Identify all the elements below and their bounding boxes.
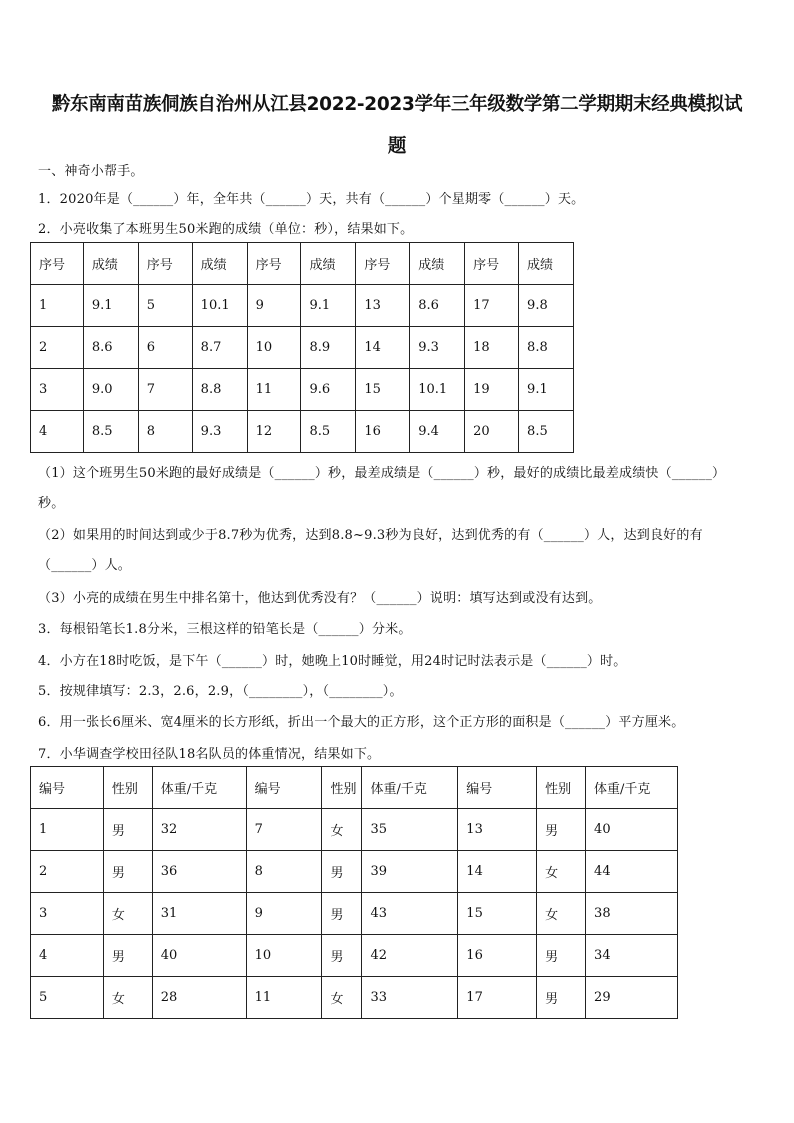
table-cell: 14 <box>356 327 410 369</box>
table-cell: 9.1 <box>301 285 356 327</box>
table-cell: 10.1 <box>410 369 465 411</box>
header-cell: 性别 <box>322 767 362 809</box>
table-cell: 男 <box>322 851 362 893</box>
table-cell: 9 <box>247 285 301 327</box>
header-cell: 性别 <box>103 767 152 809</box>
table-cell: 11 <box>246 977 322 1019</box>
question-2-part-1: （1）这个班男生50米跑的最好成绩是（______）秒，最差成绩是（______）秒，最好的成绩比最差成绩快（______） <box>38 466 726 481</box>
weight-row <box>31 893 678 935</box>
table-cell: 10 <box>246 935 322 977</box>
question-3: 3．每根铅笔长1.8分米，三根这样的铅笔长是（______）分米。 <box>38 622 412 637</box>
header-cell: 序号 <box>356 243 410 285</box>
table-cell: 8.8 <box>192 369 247 411</box>
table-cell: 34 <box>586 935 678 977</box>
table-cell: 8.6 <box>83 327 138 369</box>
table-cell: 女 <box>322 977 362 1019</box>
header-cell: 序号 <box>247 243 301 285</box>
header-cell: 序号 <box>31 243 84 285</box>
table-cell: 40 <box>586 809 678 851</box>
table-cell: 14 <box>458 851 537 893</box>
table-cell: 35 <box>362 809 458 851</box>
table-cell: 32 <box>152 809 246 851</box>
table-cell: 29 <box>586 977 678 1019</box>
table-cell: 1 <box>31 809 104 851</box>
table-cell: 男 <box>103 851 152 893</box>
table-cell: 女 <box>103 977 152 1019</box>
question-2-part-2: （2）如果用的时间达到或少于8.7秒为优秀，达到8.8~9.3秒为良好，达到优秀的有（______）人，达到良好的有 <box>38 528 703 543</box>
table-cell: 8.7 <box>192 327 247 369</box>
section-heading: 一、神奇小帮手。 <box>38 164 144 179</box>
table-cell: 8.6 <box>410 285 465 327</box>
weight-header-row <box>31 767 678 809</box>
header-cell: 体重/千克 <box>362 767 458 809</box>
table-cell: 8 <box>138 411 192 453</box>
table-cell: 15 <box>356 369 410 411</box>
table-cell: 28 <box>152 977 246 1019</box>
table-cell: 17 <box>465 285 519 327</box>
header-cell: 成绩 <box>192 243 247 285</box>
scores-row <box>31 369 574 411</box>
question-2-part-3: （3）小亮的成绩在男生中排名第十，他达到优秀没有？（______）说明：填写达到或没有达到。 <box>38 591 602 606</box>
header-cell: 成绩 <box>301 243 356 285</box>
table-cell: 39 <box>362 851 458 893</box>
header-cell: 成绩 <box>410 243 465 285</box>
table-cell: 10 <box>247 327 301 369</box>
header-cell: 体重/千克 <box>152 767 246 809</box>
table-cell: 8.8 <box>519 327 574 369</box>
table-cell: 33 <box>362 977 458 1019</box>
table-cell: 31 <box>152 893 246 935</box>
question-2-part-1-cont: 秒。 <box>38 496 65 511</box>
table-cell: 38 <box>586 893 678 935</box>
table-cell: 13 <box>458 809 537 851</box>
table-cell: 36 <box>152 851 246 893</box>
scores-row <box>31 285 574 327</box>
table-cell: 9 <box>246 893 322 935</box>
table-cell: 4 <box>31 411 84 453</box>
table-cell: 9.1 <box>83 285 138 327</box>
table-cell: 男 <box>322 893 362 935</box>
table-cell: 7 <box>246 809 322 851</box>
question-4: 4．小方在18时吃饭，是下午（______）时，她晚上10时睡觉，用24时记时法表示是（______）时。 <box>38 654 627 669</box>
page-title <box>30 84 764 168</box>
table-cell: 44 <box>586 851 678 893</box>
title-line-2: 题 <box>387 136 407 157</box>
table-cell: 男 <box>537 977 586 1019</box>
table-cell: 3 <box>31 893 104 935</box>
question-7: 7．小华调查学校田径队18名队员的体重情况，结果如下。 <box>38 747 381 762</box>
table-cell: 15 <box>458 893 537 935</box>
header-cell: 成绩 <box>83 243 138 285</box>
table-cell: 9.3 <box>192 411 247 453</box>
table-cell: 9.1 <box>519 369 574 411</box>
table-cell: 12 <box>247 411 301 453</box>
header-cell: 编号 <box>458 767 537 809</box>
table-cell: 9.0 <box>83 369 138 411</box>
scores-row <box>31 327 574 369</box>
running-scores-table <box>30 242 574 453</box>
table-cell: 男 <box>537 935 586 977</box>
table-cell: 男 <box>322 935 362 977</box>
table-cell: 5 <box>138 285 192 327</box>
table-cell: 11 <box>247 369 301 411</box>
table-cell: 20 <box>465 411 519 453</box>
table-cell: 男 <box>103 809 152 851</box>
table-cell: 18 <box>465 327 519 369</box>
weight-row <box>31 977 678 1019</box>
table-cell: 女 <box>103 893 152 935</box>
table-cell: 女 <box>322 809 362 851</box>
weight-table <box>30 766 678 1019</box>
table-cell: 男 <box>103 935 152 977</box>
table-cell: 2 <box>31 327 84 369</box>
table-cell: 40 <box>152 935 246 977</box>
question-2: 2．小亮收集了本班男生50米跑的成绩（单位：秒），结果如下。 <box>38 222 414 237</box>
table-cell: 8.5 <box>83 411 138 453</box>
header-cell: 性别 <box>537 767 586 809</box>
question-5: 5．按规律填写：2.3，2.6，2.9，（________），（________）。 <box>38 684 403 699</box>
table-cell: 4 <box>31 935 104 977</box>
question-6: 6．用一张长6厘米、宽4厘米的长方形纸，折出一个最大的正方形，这个正方形的面积是（______）平方厘米。 <box>38 715 685 730</box>
table-cell: 10.1 <box>192 285 247 327</box>
table-cell: 43 <box>362 893 458 935</box>
table-cell: 13 <box>356 285 410 327</box>
table-cell: 6 <box>138 327 192 369</box>
title-line-1: 黔东南南苗族侗族自治州从江县2022-2023学年三年级数学第二学期期末经典模拟试 <box>51 94 743 115</box>
weight-row <box>31 935 678 977</box>
scores-row <box>31 411 574 453</box>
header-cell: 编号 <box>246 767 322 809</box>
table-cell: 19 <box>465 369 519 411</box>
question-1: 1．2020年是（______）年，全年共（______）天，共有（______）个星期零（______）天。 <box>38 192 585 207</box>
table-cell: 16 <box>356 411 410 453</box>
table-cell: 9.6 <box>301 369 356 411</box>
table-cell: 9.8 <box>519 285 574 327</box>
table-cell: 16 <box>458 935 537 977</box>
table-cell: 女 <box>537 893 586 935</box>
header-cell: 成绩 <box>519 243 574 285</box>
table-cell: 3 <box>31 369 84 411</box>
question-2-part-2-cont: （______）人。 <box>38 558 132 573</box>
table-cell: 女 <box>537 851 586 893</box>
table-cell: 2 <box>31 851 104 893</box>
table-cell: 9.4 <box>410 411 465 453</box>
table-cell: 8.9 <box>301 327 356 369</box>
table-cell: 5 <box>31 977 104 1019</box>
table-cell: 1 <box>31 285 84 327</box>
table-cell: 8.5 <box>301 411 356 453</box>
weight-row <box>31 851 678 893</box>
table-cell: 17 <box>458 977 537 1019</box>
table-cell: 42 <box>362 935 458 977</box>
header-cell: 序号 <box>465 243 519 285</box>
header-cell: 序号 <box>138 243 192 285</box>
table-cell: 8 <box>246 851 322 893</box>
header-cell: 体重/千克 <box>586 767 678 809</box>
table-cell: 8.5 <box>519 411 574 453</box>
header-cell: 编号 <box>31 767 104 809</box>
table-cell: 男 <box>537 809 586 851</box>
table-cell: 9.3 <box>410 327 465 369</box>
weight-row <box>31 809 678 851</box>
scores-header-row <box>31 243 574 285</box>
table-cell: 7 <box>138 369 192 411</box>
